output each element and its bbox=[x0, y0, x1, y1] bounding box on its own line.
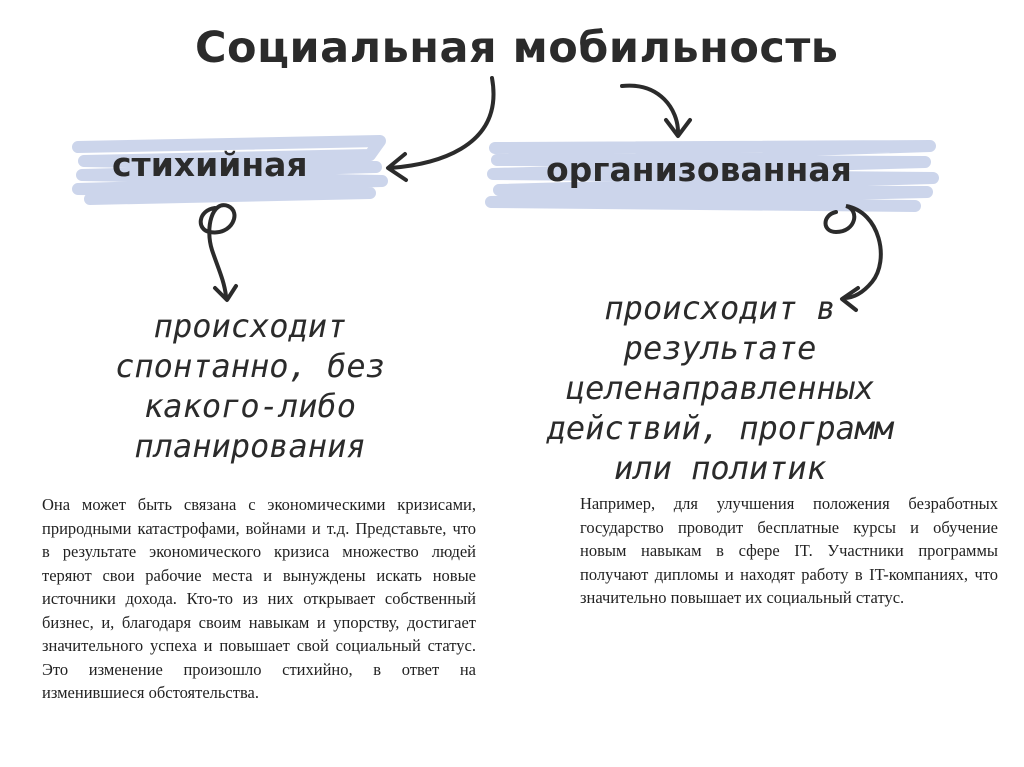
description-line: происходит в bbox=[604, 289, 836, 327]
arrow-organized-to-description bbox=[826, 206, 881, 298]
description-line: целенаправленных bbox=[565, 369, 875, 407]
example-organized: Например, для улучшения положения безработных государство проводит бесплатные курсы и обучение новым навыкам в сфере IT. Участники программы получают дипломы и находят работу в IT-компаниях, что значительно повышает их социальный статус. bbox=[580, 494, 998, 607]
description-line: результате bbox=[623, 329, 817, 367]
example-spontaneous: Она может быть связана с экономическими кризисами, природными катастрофами, войнами и т.д. Представьте, что в результате экономического кризиса множество людей теряют свои рабочие места и вынуждены искать новые источники дохода. Кто-то из них открывает собственный бизнес, и, благодаря своим навыкам и упорству, достигает значительного успеха и повышает свой социальный статус. Это изменение произошло стихийно, в ответ на изменившиеся обстоятельства. bbox=[42, 495, 476, 702]
description-line: планирования bbox=[134, 427, 366, 465]
category-spontaneous: стихийная bbox=[112, 145, 308, 184]
description-line: какого-либо bbox=[144, 387, 356, 425]
category-organized: организованная bbox=[546, 150, 852, 189]
description-line: спонтанно, без bbox=[115, 347, 385, 385]
description-line: действий, программ bbox=[546, 409, 894, 447]
page-title: Социальная мобильность bbox=[195, 23, 839, 73]
description-line: или политик bbox=[614, 449, 826, 487]
description-spontaneous bbox=[100, 306, 400, 466]
description-organized bbox=[525, 288, 915, 488]
description-line: происходит bbox=[153, 307, 347, 345]
arrow-spontaneous-to-description bbox=[201, 205, 235, 296]
